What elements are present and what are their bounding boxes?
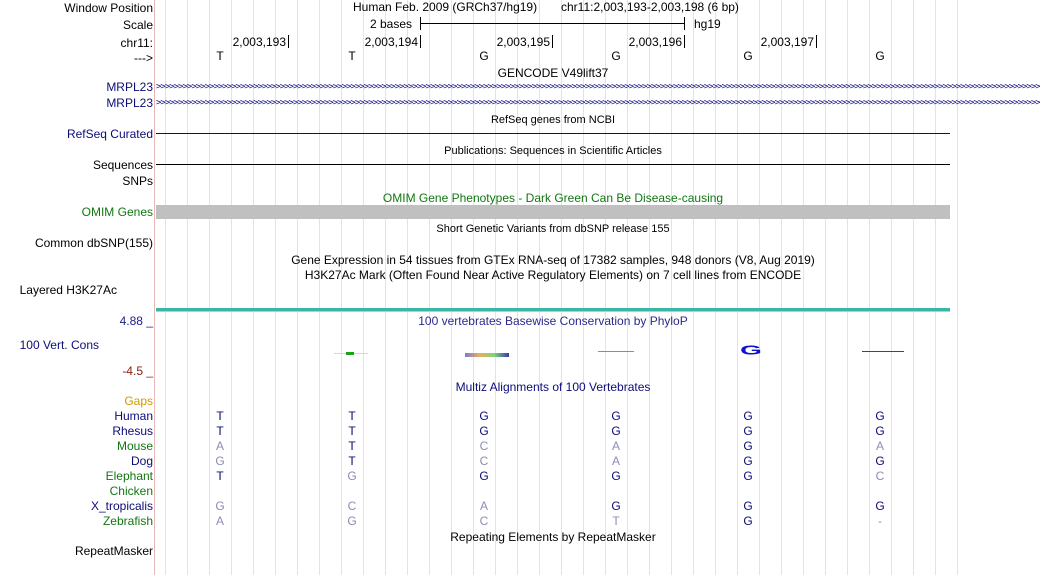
browser-track-area[interactable] bbox=[156, 0, 1040, 575]
track-label-vert-cons[interactable]: 100 Vert. Cons bbox=[19, 338, 99, 352]
alignment-base: T bbox=[348, 424, 356, 438]
alignment-base: G bbox=[611, 409, 621, 423]
ruler-coordinate: 2,003,194 bbox=[364, 35, 418, 49]
track-label-repeatmasker[interactable]: RepeatMasker bbox=[74, 544, 153, 558]
scale-db: hg19 bbox=[694, 17, 721, 31]
alignment-base: G bbox=[479, 409, 489, 423]
alignment-base: C bbox=[347, 499, 357, 513]
alignment-base: C bbox=[479, 454, 489, 468]
ruler-tick bbox=[420, 35, 421, 48]
ruler-coordinate: 2,003,197 bbox=[760, 35, 814, 49]
species-label: Dog bbox=[130, 454, 153, 468]
species-label: Elephant bbox=[105, 469, 153, 483]
conservation-mark-6 bbox=[862, 351, 904, 352]
assembly-title: Human Feb. 2009 (GRCh37/hg19) bbox=[353, 0, 538, 14]
reference-base: G bbox=[479, 49, 489, 63]
publications-title: Publications: Sequences in Scientific Articles bbox=[444, 145, 662, 157]
track-label-gaps: Gaps bbox=[124, 394, 153, 408]
gene-strand-arrows: >>>>>>>>>>>>>>>>>>>>>>>>>>>>>>>>>>>>>>>>>>>>>>>>>>>>>>>>>>>>>>>>>>>>>>>>>>>>>>>>>>>>>>>>>>>>>>>>>>>>>>>>>>>>>>>>>>>>>>>>>>>>>>>>>>>>>>>>>>>>>>>>>>>>>>>>>>>>>>>>>>>>>>>>>>>>>>>>>>>>>>>>>>>>>>>>>>>>>>>> bbox=[156, 82, 1040, 92]
alignment-base: G bbox=[875, 454, 885, 468]
alignment-base: C bbox=[479, 439, 489, 453]
cons-scale-max: 4.88 _ bbox=[119, 314, 153, 328]
track-label-mrpl23-1[interactable]: MRPL23 bbox=[106, 80, 153, 94]
conservation-mark-2 bbox=[346, 352, 354, 355]
alignment-base: G bbox=[743, 439, 753, 453]
alignment-base: - bbox=[878, 514, 882, 528]
alignment-base: A bbox=[611, 439, 620, 453]
alignment-base: T bbox=[348, 454, 356, 468]
species-label: Mouse bbox=[116, 439, 153, 453]
ruler-tick bbox=[552, 35, 553, 48]
track-label-mrpl23-2[interactable]: MRPL23 bbox=[106, 96, 153, 110]
reference-base: T bbox=[216, 49, 224, 63]
alignment-base: G bbox=[743, 409, 753, 423]
alignment-base: G bbox=[611, 469, 621, 483]
alignment-base: G bbox=[215, 454, 225, 468]
alignment-base: G bbox=[743, 514, 753, 528]
gene-mrpl23-2[interactable] bbox=[156, 98, 1040, 108]
ruler-coordinate: 2,003,196 bbox=[628, 35, 682, 49]
refseq-gene-line[interactable] bbox=[156, 133, 950, 134]
alignment-base: G bbox=[347, 514, 357, 528]
alignment-base: G bbox=[611, 424, 621, 438]
alignment-base: T bbox=[216, 469, 224, 483]
species-label: Zebrafish bbox=[102, 514, 153, 528]
species-label: Rhesus bbox=[112, 424, 153, 438]
scale-bar-text: 2 bases bbox=[370, 17, 413, 31]
h3k27ac-title: H3K27Ac Mark (Often Found Near Active Regulatory Elements) on 7 cell lines from ENCODE bbox=[304, 268, 802, 282]
omim-gene-bar[interactable] bbox=[156, 205, 950, 219]
alignment-base: G bbox=[479, 469, 489, 483]
ruler-tick bbox=[288, 35, 289, 48]
publications-line[interactable] bbox=[156, 164, 950, 165]
alignment-base: G bbox=[875, 499, 885, 513]
h3k27ac-signal[interactable] bbox=[156, 308, 950, 312]
alignment-base: G bbox=[347, 469, 357, 483]
alignment-base: G bbox=[875, 409, 885, 423]
alignment-base: A bbox=[875, 439, 884, 453]
dbsnp-title: Short Genetic Variants from dbSNP release 155 bbox=[436, 223, 670, 235]
multiz-title: Multiz Alignments of 100 Vertebrates bbox=[455, 380, 651, 394]
alignment-base: T bbox=[216, 409, 224, 423]
gtex-title: Gene Expression in 54 tissues from GTEx RNA-seq of 17382 samples, 948 donors (V8, Aug 2019) bbox=[291, 253, 815, 267]
scale-label: Scale bbox=[122, 18, 153, 32]
alignment-base: G bbox=[743, 469, 753, 483]
refseq-title: RefSeq genes from NCBI bbox=[490, 114, 616, 126]
track-label-common-dbsnp[interactable]: Common dbSNP(155) bbox=[34, 236, 153, 250]
alignment-base: C bbox=[479, 514, 489, 528]
reference-base: G bbox=[743, 49, 753, 63]
scale-bar bbox=[420, 17, 685, 31]
ruler-coordinate: 2,003,195 bbox=[496, 35, 550, 49]
track-label-snps[interactable]: SNPs bbox=[122, 174, 153, 188]
alignment-base: G bbox=[743, 454, 753, 468]
reference-base: G bbox=[875, 49, 885, 63]
species-label: Human bbox=[114, 409, 153, 423]
alignment-base: A bbox=[215, 439, 224, 453]
strand-arrow-label: ---> bbox=[134, 51, 153, 65]
alignment-base: C bbox=[875, 469, 885, 483]
species-label: X_tropicalis bbox=[90, 499, 153, 513]
track-label-omim-genes[interactable]: OMIM Genes bbox=[81, 205, 153, 219]
alignment-base: T bbox=[612, 514, 620, 528]
alignment-base: G bbox=[743, 424, 753, 438]
alignment-base: A bbox=[215, 514, 224, 528]
species-label: Chicken bbox=[109, 484, 153, 498]
alignment-base: A bbox=[479, 499, 488, 513]
conservation-mark-3 bbox=[465, 353, 509, 357]
ruler-tick bbox=[684, 35, 685, 48]
alignment-base: T bbox=[348, 439, 356, 453]
window-position-label: Window Position bbox=[64, 1, 153, 15]
alignment-base: G bbox=[875, 424, 885, 438]
reference-base: T bbox=[348, 49, 356, 63]
alignment-base: G bbox=[215, 499, 225, 513]
track-label-layered-h3k27ac[interactable]: Layered H3K27Ac bbox=[19, 283, 117, 297]
alignment-base: T bbox=[216, 424, 224, 438]
alignment-base: G bbox=[743, 499, 753, 513]
ruler-coordinate: 2,003,193 bbox=[232, 35, 286, 49]
repeatmasker-title: Repeating Elements by RepeatMasker bbox=[450, 530, 656, 544]
alignment-base: A bbox=[611, 454, 620, 468]
phylop-title: 100 vertebrates Basewise Conservation by PhyloP bbox=[418, 314, 688, 328]
alignment-base: G bbox=[479, 424, 489, 438]
reference-base: G bbox=[611, 49, 621, 63]
conservation-mark-4 bbox=[598, 351, 634, 352]
cons-scale-min: -4.5 _ bbox=[122, 364, 153, 378]
position-range: chr11:2,003,193-2,003,198 (6 bp) bbox=[561, 0, 739, 14]
gene-strand-arrows: >>>>>>>>>>>>>>>>>>>>>>>>>>>>>>>>>>>>>>>>>>>>>>>>>>>>>>>>>>>>>>>>>>>>>>>>>>>>>>>>>>>>>>>>>>>>>>>>>>>>>>>>>>>>>>>>>>>>>>>>>>>>>>>>>>>>>>>>>>>>>>>>>>>>>>>>>>>>>>>>>>>>>>>>>>>>>>>>>>>>>>>>>>>>>>>>>>>>>>>> bbox=[156, 98, 1040, 108]
gencode-title: GENCODE V49lift37 bbox=[497, 66, 609, 80]
track-label-refseq-curated[interactable]: RefSeq Curated bbox=[66, 127, 153, 141]
label-track-separator bbox=[154, 0, 155, 575]
chromosome-label: chr11: bbox=[120, 36, 153, 50]
alignment-base: T bbox=[348, 409, 356, 423]
track-label-sequences[interactable]: Sequences bbox=[92, 158, 153, 172]
conservation-logo-letter: G bbox=[740, 343, 762, 358]
ruler-tick bbox=[816, 35, 817, 48]
alignment-base: G bbox=[611, 499, 621, 513]
gene-mrpl23-1[interactable] bbox=[156, 82, 1040, 92]
omim-title: OMIM Gene Phenotypes - Dark Green Can Be Disease-causing bbox=[382, 191, 724, 205]
